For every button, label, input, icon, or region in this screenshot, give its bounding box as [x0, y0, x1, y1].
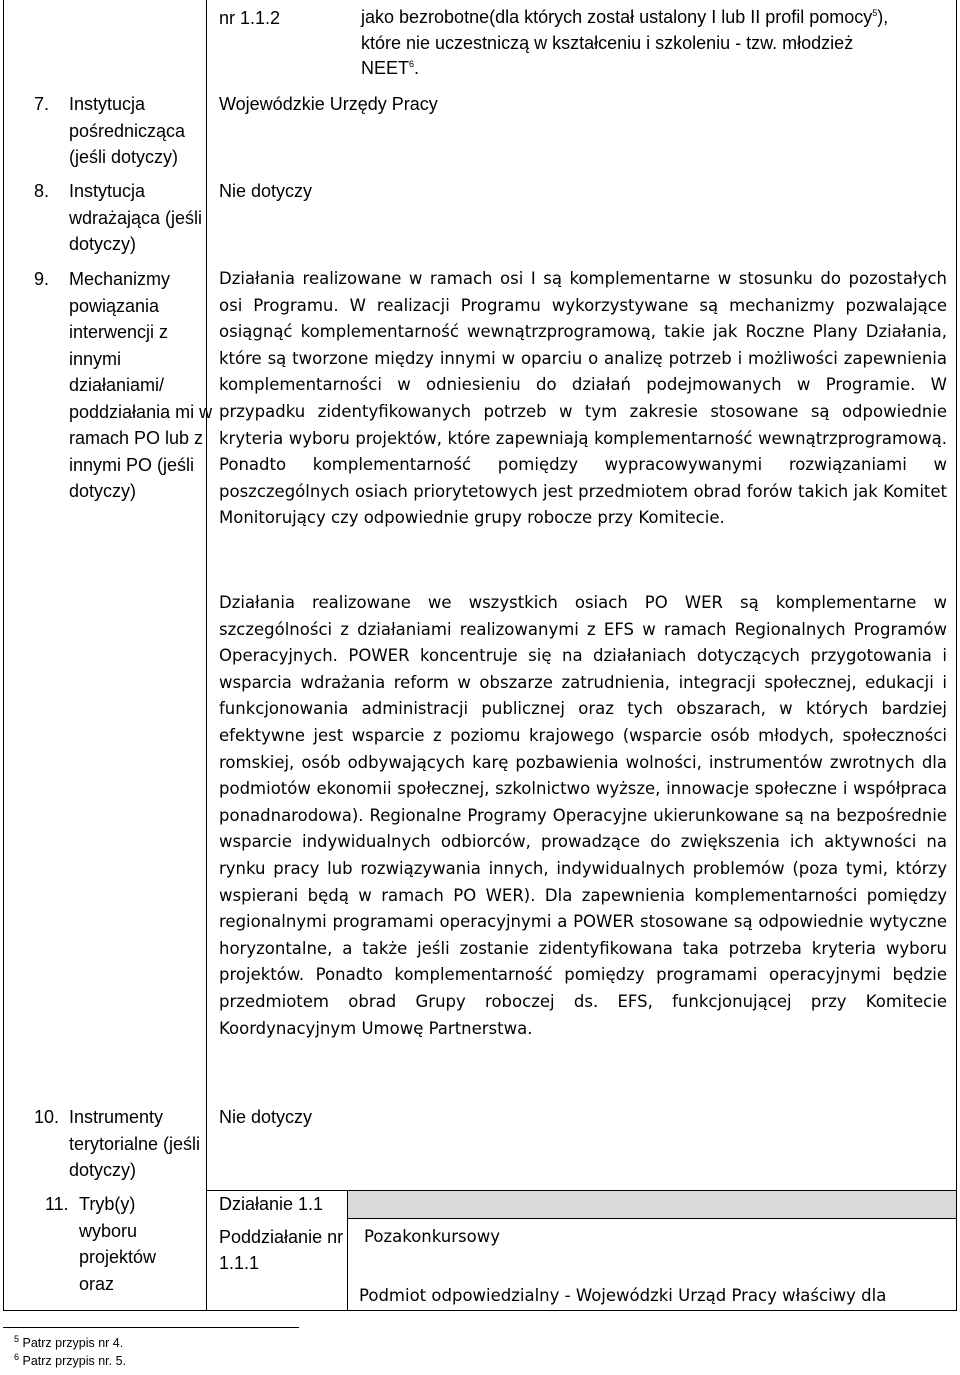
footnote-separator [3, 1327, 299, 1328]
table-left-border [3, 0, 4, 1311]
row-7-value: Wojewódzkie Urzędy Pracy [219, 94, 438, 114]
row11-shaded-cell [348, 1191, 956, 1218]
row-10-value: Nie dotyczy [219, 1107, 313, 1127]
table-bottom-border [3, 1310, 957, 1311]
row-8-label: 8. Instytucja wdrażająca (jeśli dotyczy) [34, 181, 203, 254]
top-code: nr 1.1.2 [219, 8, 281, 28]
row-11-label: 11. Tryb(y) wyboru projektów oraz [45, 1194, 157, 1294]
row-8-value: Nie dotyczy [219, 181, 313, 201]
row-11-poddzialanie: Poddziałanie nr 1.1.1 [219, 1227, 344, 1273]
footnote-6: $^6$ Patrz przypis nr. 5. [14, 1351, 127, 1368]
row-11-dzialanie: Działanie 1.1 [219, 1194, 324, 1214]
row-10-label: 10. Instrumenty terytorialne (jeśli dotyczy) [34, 1107, 201, 1180]
table-right-border [956, 0, 957, 1311]
row-7-label: 7. Instytucja pośrednicząca (jeśli dotyczy) [34, 94, 186, 167]
row-11-tryb: Pozakonkursowy [364, 1227, 500, 1246]
row-9-paragraph-1: Działania realizowane w ramach osi I są komplementarne w stosunku do pozostałych osi Programu. W realizacji Programu wykorzystywane są mechanizmy pozwalające osiągnąć komplementarność wewnątrzprogramową, takie jak Roczne Plany Działania, które są tworzone między innymi w oparciu o analizę potrzeb i możliwości zapewnienia komplementarności w odniesieniu do działań podejmowanych w Programie. W przypadku zidentyfikowanych potrzeb w tym zakresie stosowane są odpowiednie kryteria wyboru projektów, które zapewniają komplementarność wewnątrzprogramową. Ponadto komplementarność pomiędzy wypracowywanymi rozwiązaniami w poszczególnych osiach priorytetowych jest przedmiotem obrad forów takich jak Komitet Monitorujący czy odpowiednie grupy robocze przy Komitecie. [219, 269, 947, 528]
row11-mid-border [347, 1218, 957, 1219]
row-11-podmiot: Podmiot odpowiedzialny - Wojewódzki Urząd Pracy właściwy dla [359, 1286, 887, 1305]
neet-description: jako bezrobotne(dla których został ustalony I lub II profil pomocy$^5$), które nie uczestniczą w kształceniu i szkoleniu - tzw. młodzież NEET$^6$. [361, 7, 889, 78]
row-9-label: 9. Mechanizmy powiązania interwencji z innymi działaniami/ poddziałania mi w ramach PO lub z innymi PO (jeśli dotyczy) [34, 269, 213, 501]
footnote-5: $^5$ Patrz przypis nr 4. [14, 1333, 124, 1350]
row-9-paragraph-2: Działania realizowane we wszystkich osiach PO WER są komplementarne w szczególności z działaniami realizowanymi z EFS w ramach Regionalnych Programów Operacyjnych. POWER koncentruje się na działaniach dotyczących przygotowania i wsparcia wdrażania reform w obszarze zatrudnienia, integracji społecznej, edukacji i funkcjonowania administracji publicznej oraz tych obszarach, w których bardziej efektywne jest wsparcie z poziomu krajowego (wsparcie osób młodych, społeczności romskiej, osób odbywających karę pozbawienia wolności, instrumentów zwrotnych dla podmiotów ekonomii społecznej, szkolnictwo wyższe, innowacje społeczne i współpraca ponadnarodowa). Regionalne Programy Operacyjne ukierunkowane są na bezpośrednie wsparcie indywidualnych odbiorców, prowadzące do zwiększenia ich aktywności na rynku pracy lub rozwiązywania innych, indywidualnych problemów (poza tymi, którzy wspierani będą w ramach PO WER). Dla zapewnienia komplementarności pomiędzy regionalnymi programami operacyjnymi a POWER stosowane są odpowiednie wytyczne horyzontalne, a także jeśli zostanie zidentyfikowana taka potrzeba kryteria wyboru projektów. Ponadto komplementarność pomiędzy programami operacyjnymi będzie przedmiotem obrad Grupy roboczej ds. EFS, funkcjonującej przy Komitecie Koordynacyjnym Umowę Partnerstwa. [219, 593, 947, 1038]
